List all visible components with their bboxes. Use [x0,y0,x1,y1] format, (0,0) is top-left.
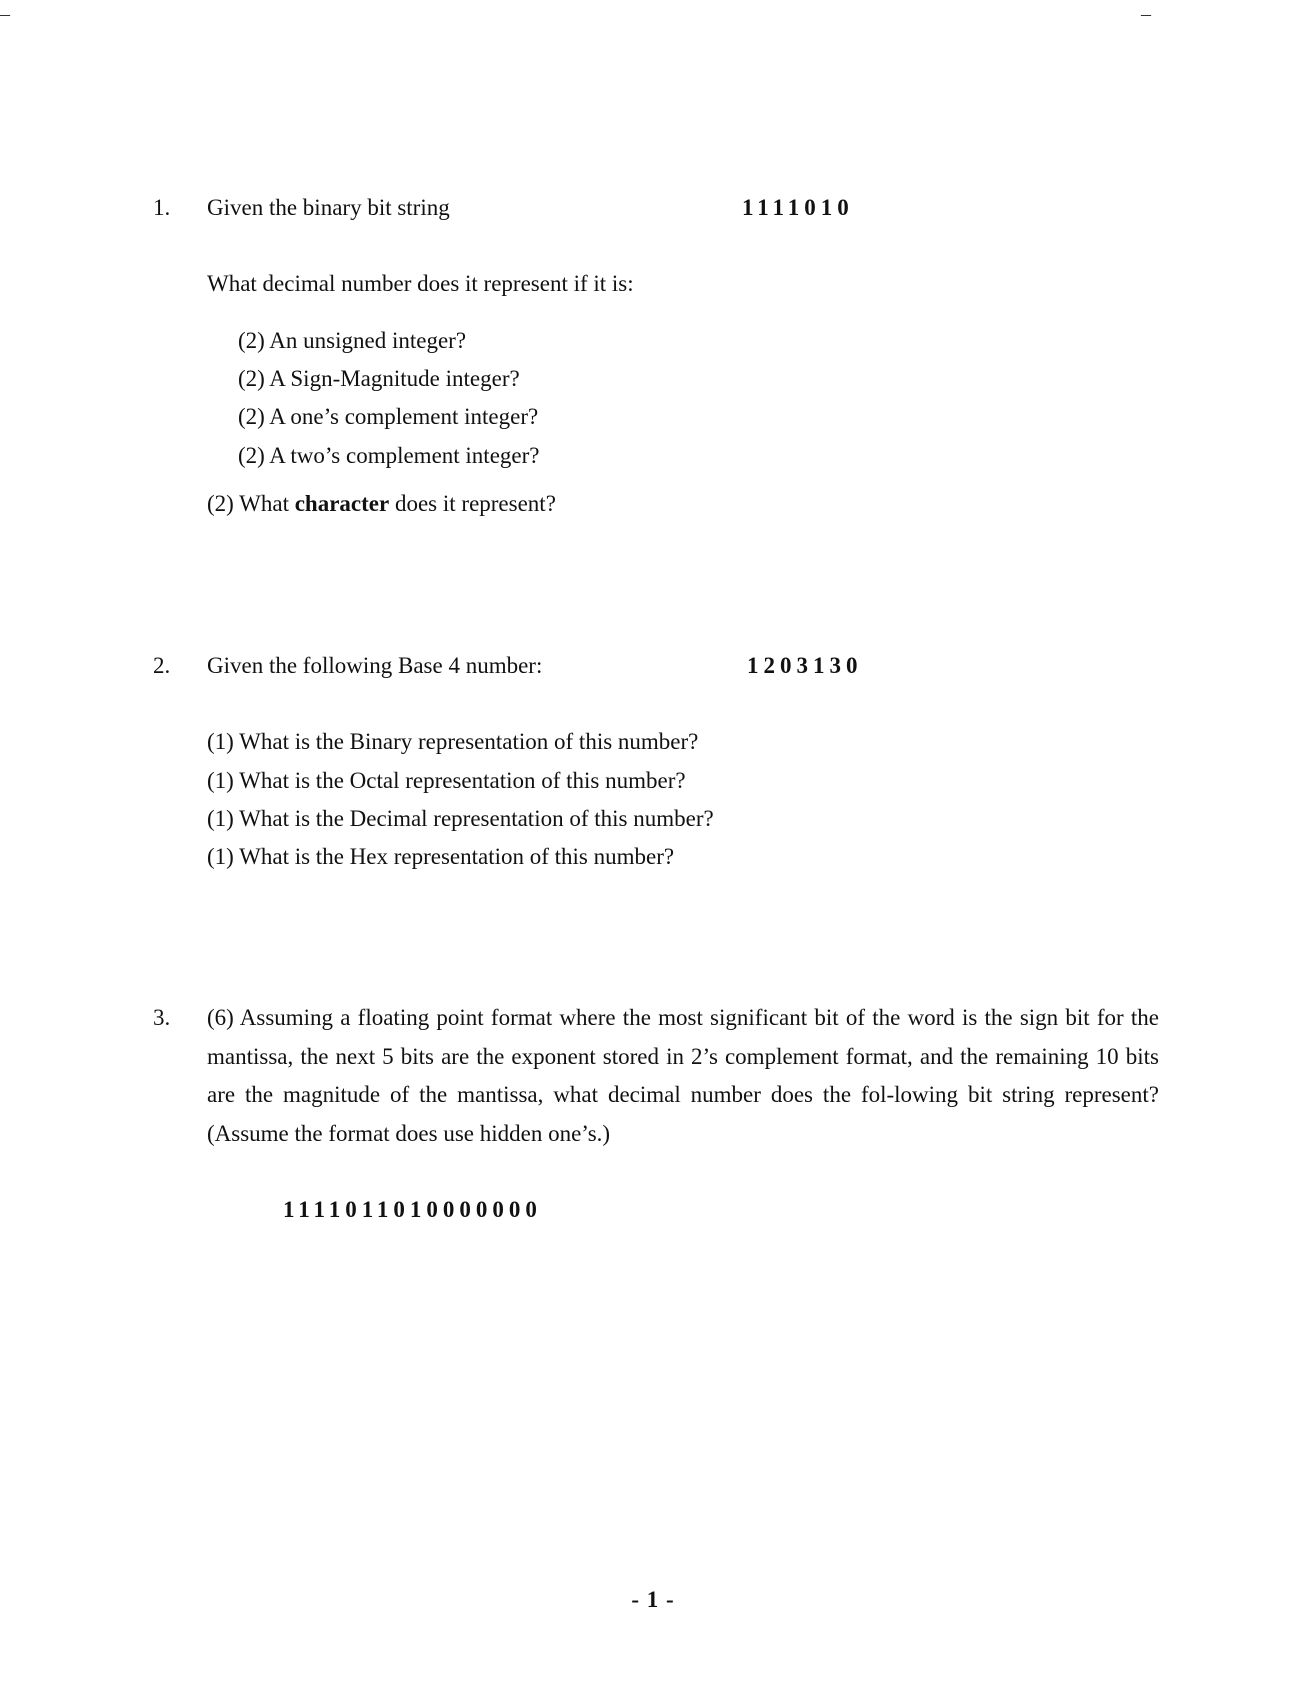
bit-string: 1111011010000000 [283,1197,542,1222]
question-prompt: Given the following Base 4 number: [207,653,543,678]
list-item: (1) What is the Hex representation of this number? [207,844,675,869]
character-question-pre: (2) What [207,491,295,516]
list-item: (1) What is the Decimal representation of this number? [207,806,714,831]
list-item: (1) What is the Octal representation of this number? [207,768,686,793]
question-number: 3. [153,1005,171,1030]
list-item: (2) A two’s complement integer? [238,443,540,468]
question-prompt: Given the binary bit string [207,195,450,220]
question-text: (6) Assuming a floating point format where the most significant bit of the word is the sign bit for the mantissa, the next 5 bits are the exponent stored in 2’s complement format, and the remaining 10 bits are the magnitude of the mantissa, what decimal number does the fol-lowing bit string represent? (Assume the format does use hidden one’s.) [207,1005,1159,1146]
sub-prompt: What decimal number does it represent if it is: [207,271,634,296]
header-right-mark: – [1141,3,1151,25]
list-item: (2) A one’s complement integer? [238,404,539,429]
character-question-bold: character [294,491,390,516]
base4-number: 1203130 [747,653,863,678]
question-number: 2. [153,653,171,678]
header-left-mark: – [0,3,10,25]
character-question-post: does it represent? [389,491,556,516]
character-question [207,490,556,518]
list-item: (2) An unsigned integer? [238,328,467,353]
bit-string: 1111010 [742,195,854,220]
list-item: (1) What is the Binary representation of this number? [207,729,699,754]
list-item: (2) A Sign-Magnitude integer? [238,366,520,391]
page-number: - 1 - [631,1587,675,1612]
question-number: 1. [153,195,171,220]
